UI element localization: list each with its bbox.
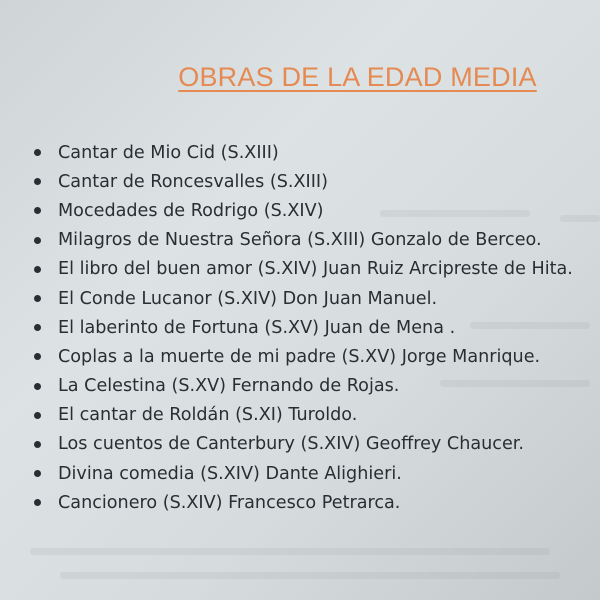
list-item-text: Los cuentos de Canterbury (S.XIV) Geoffrey Chaucer. xyxy=(58,434,525,455)
list-item xyxy=(34,284,573,313)
list-item xyxy=(34,167,573,196)
bullet-icon xyxy=(34,470,41,477)
list-item-text: El laberinto de Fortuna (S.XV) Juan de Mena . xyxy=(58,317,456,338)
bullet-icon xyxy=(34,266,41,273)
list-item xyxy=(34,401,573,430)
bullet-icon xyxy=(34,412,41,419)
bullet-icon xyxy=(34,207,41,214)
bullet-icon xyxy=(34,237,41,244)
page-title: OBRAS DE LA EDAD MEDIA xyxy=(178,62,537,92)
list-item xyxy=(34,342,573,371)
list-item-text: Coplas a la muerte de mi padre (S.XV) Jorge Manrique. xyxy=(58,346,541,367)
list-item-text: Cantar de Mio Cid (S.XIII) xyxy=(58,142,279,163)
bullet-icon xyxy=(34,353,41,360)
list-item xyxy=(34,459,573,488)
bullet-icon xyxy=(34,383,41,390)
list-item xyxy=(34,226,573,255)
list-item xyxy=(34,138,573,167)
list-item xyxy=(34,430,573,459)
list-item-text: Mocedades de Rodrigo (S.XIV) xyxy=(58,200,324,221)
list-item xyxy=(34,255,573,284)
bullet-icon xyxy=(34,178,41,185)
list-item xyxy=(34,196,573,225)
list-item-text: La Celestina (S.XV) Fernando de Rojas. xyxy=(58,376,400,397)
list-item-text: Cancionero (S.XIV) Francesco Petrarca. xyxy=(58,492,401,513)
bullet-icon xyxy=(34,441,41,448)
list-item xyxy=(34,313,573,342)
bullet-icon xyxy=(34,149,41,156)
list-item-text: El cantar de Roldán (S.XI) Turoldo. xyxy=(58,405,358,426)
bleed-through-mark xyxy=(60,572,560,579)
works-list xyxy=(34,138,573,517)
list-item-text: El libro del buen amor (S.XIV) Juan Ruiz Arcipreste de Hita. xyxy=(58,259,573,280)
bullet-icon xyxy=(34,295,41,302)
bleed-through-mark xyxy=(30,548,550,555)
list-item xyxy=(34,488,573,517)
list-item xyxy=(34,372,573,401)
bullet-icon xyxy=(34,324,41,331)
bullet-icon xyxy=(34,499,41,506)
list-item-text: El Conde Lucanor (S.XIV) Don Juan Manuel. xyxy=(58,288,438,309)
list-item-text: Cantar de Roncesvalles (S.XIII) xyxy=(58,171,328,192)
list-item-text: Milagros de Nuestra Señora (S.XIII) Gonzalo de Berceo. xyxy=(58,230,542,251)
list-item-text: Divina comedia (S.XIV) Dante Alighieri. xyxy=(58,463,402,484)
